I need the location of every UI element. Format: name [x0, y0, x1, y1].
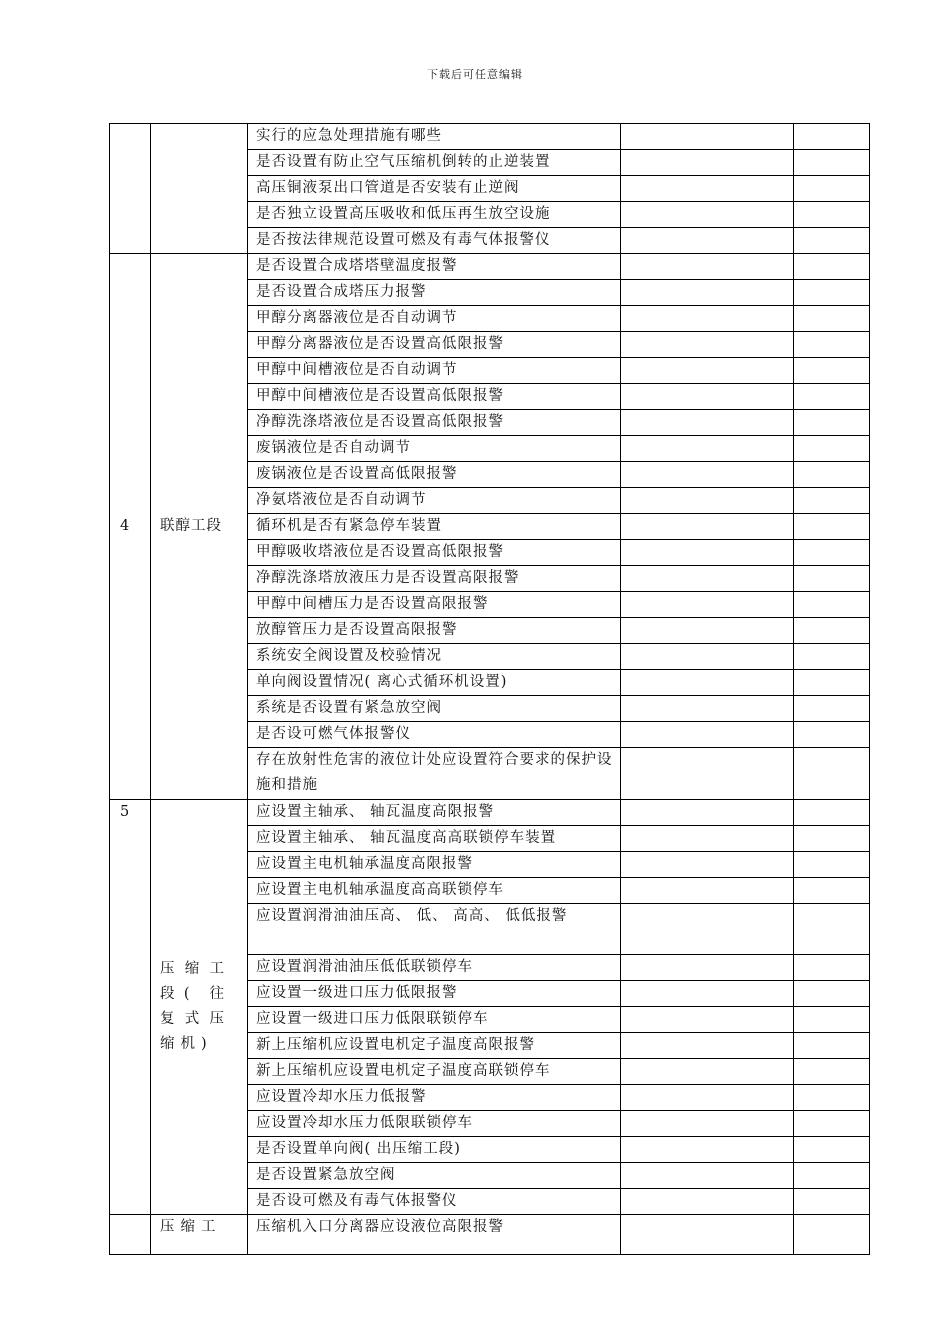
check-item-text: 新上压缩机应设置电机定子温度高联锁停车 — [256, 1063, 551, 1080]
check-item — [248, 1007, 621, 1033]
remarks-cell — [794, 1059, 870, 1085]
remarks-cell — [794, 981, 870, 1007]
check-item — [248, 332, 621, 358]
section-name-text: 压缩工 — [160, 1219, 222, 1236]
check-result-cell — [621, 1163, 794, 1189]
check-result-cell — [621, 254, 794, 280]
remarks-cell — [794, 254, 870, 280]
check-item — [248, 176, 621, 202]
section-name-text: 联醇工段 — [160, 517, 222, 534]
check-item — [248, 696, 621, 722]
check-result-cell — [621, 1033, 794, 1059]
remarks-cell — [794, 280, 870, 306]
check-item-text: 应设置主电机轴承温度高限报警 — [256, 855, 473, 872]
check-item-text: 系统是否设置有紧急放空阀 — [256, 700, 442, 716]
check-item-text: 应设置主电机轴承温度高高联锁停车 — [256, 881, 504, 898]
remarks-cell — [794, 670, 870, 696]
check-result-cell — [621, 618, 794, 644]
check-result-cell — [621, 436, 794, 462]
remarks-cell — [794, 825, 870, 851]
check-item — [248, 670, 621, 696]
check-item-text: 应设置润滑油油压低低联锁停车 — [256, 959, 473, 976]
check-item-text: 存在放射性危害的液位计处应设置符合要求的保护设施和措施 — [256, 752, 613, 793]
check-item-text: 甲醇中间槽液位是否设置高低限报警 — [256, 388, 504, 404]
check-item-text: 甲醇中间槽压力是否设置高限报警 — [256, 596, 489, 612]
check-item — [248, 228, 621, 254]
table-row — [110, 254, 870, 280]
check-item — [248, 748, 621, 800]
remarks-cell — [794, 566, 870, 592]
check-item — [248, 618, 621, 644]
check-item-text: 甲醇吸收塔液位是否设置高低限报警 — [256, 544, 504, 560]
remarks-cell — [794, 592, 870, 618]
check-item — [248, 462, 621, 488]
check-result-cell — [621, 877, 794, 903]
section-number: 4 — [110, 254, 151, 800]
check-result-cell — [621, 176, 794, 202]
check-result-cell — [621, 384, 794, 410]
remarks-cell — [794, 1033, 870, 1059]
check-item — [248, 799, 621, 825]
check-item-text: 是否设可燃气体报警仪 — [256, 726, 411, 742]
check-item — [248, 1137, 621, 1163]
check-item-text: 实行的应急处理措施有哪些 — [256, 128, 442, 144]
check-item — [248, 825, 621, 851]
check-item — [248, 1033, 621, 1059]
remarks-cell — [794, 722, 870, 748]
check-item — [248, 254, 621, 280]
check-item-text: 高压铜液泵出口管道是否安装有止逆阀 — [256, 180, 520, 196]
check-item-text: 应设置主轴承、 轴瓦温度高高联锁停车装置 — [256, 829, 557, 846]
check-result-cell — [621, 202, 794, 228]
check-result-cell — [621, 358, 794, 384]
check-item-text: 压缩机入口分离器应设液位高限报警 — [256, 1219, 504, 1236]
check-result-cell — [621, 903, 794, 955]
remarks-cell — [794, 1163, 870, 1189]
table-row — [110, 799, 870, 825]
check-item-text: 应设置冷却水压力低报警 — [256, 1089, 427, 1106]
section-name — [151, 799, 248, 1215]
check-item-text: 甲醇中间槽液位是否自动调节 — [256, 362, 458, 378]
check-item — [248, 1085, 621, 1111]
check-result-cell — [621, 670, 794, 696]
check-item — [248, 124, 621, 150]
check-item — [248, 280, 621, 306]
check-item-text: 应设置润滑油油压高、 低、 高高、 低低报警 — [256, 907, 568, 924]
section-name-text: 压缩工段( 往复式压缩机) — [160, 960, 230, 1052]
remarks-cell — [794, 955, 870, 981]
check-item — [248, 514, 621, 540]
check-item-text: 废锅液位是否自动调节 — [256, 440, 411, 456]
check-item — [248, 1189, 621, 1215]
check-item-text: 甲醇分离器液位是否设置高低限报警 — [256, 336, 504, 352]
remarks-cell — [794, 1215, 870, 1255]
remarks-cell — [794, 1189, 870, 1215]
remarks-cell — [794, 1085, 870, 1111]
remarks-cell — [794, 306, 870, 332]
remarks-cell — [794, 150, 870, 176]
check-item — [248, 202, 621, 228]
check-result-cell — [621, 851, 794, 877]
safety-checklist-table — [109, 123, 870, 1255]
check-item-text: 应设置主轴承、 轴瓦温度高限报警 — [256, 803, 495, 820]
check-item-text: 应设置一级进口压力低限报警 — [256, 985, 458, 1002]
remarks-cell — [794, 462, 870, 488]
check-item — [248, 566, 621, 592]
check-result-cell — [621, 228, 794, 254]
check-item-text: 是否按法律规范设置可燃及有毒气体报警仪 — [256, 232, 551, 248]
check-item-text: 是否设置紧急放空阀 — [256, 1167, 396, 1184]
remarks-cell — [794, 488, 870, 514]
section-name — [151, 254, 248, 800]
check-result-cell — [621, 1189, 794, 1215]
remarks-cell — [794, 124, 870, 150]
check-item-text: 废锅液位是否设置高低限报警 — [256, 466, 458, 482]
check-result-cell — [621, 462, 794, 488]
check-result-cell — [621, 332, 794, 358]
remarks-cell — [794, 851, 870, 877]
check-result-cell — [621, 748, 794, 800]
check-result-cell — [621, 981, 794, 1007]
remarks-cell — [794, 410, 870, 436]
remarks-cell — [794, 1007, 870, 1033]
check-item — [248, 306, 621, 332]
check-result-cell — [621, 1137, 794, 1163]
remarks-cell — [794, 696, 870, 722]
check-item — [248, 903, 621, 955]
check-item — [248, 410, 621, 436]
remarks-cell — [794, 358, 870, 384]
check-item — [248, 592, 621, 618]
check-result-cell — [621, 306, 794, 332]
check-item — [248, 981, 621, 1007]
check-item-text: 循环机是否有紧急停车装置 — [256, 518, 442, 534]
check-result-cell — [621, 566, 794, 592]
remarks-cell — [794, 748, 870, 800]
check-item-text: 净醇洗涤塔液位是否设置高低限报警 — [256, 414, 504, 430]
check-item-text: 净氨塔液位是否自动调节 — [256, 492, 427, 508]
remarks-cell — [794, 436, 870, 462]
check-item-text: 新上压缩机应设置电机定子温度高限报警 — [256, 1037, 535, 1054]
page-header: 下载后可任意编辑 — [427, 68, 523, 81]
check-item-text: 应设置一级进口压力低限联锁停车 — [256, 1011, 489, 1028]
check-item-text: 系统安全阀设置及校验情况 — [256, 648, 442, 664]
check-result-cell — [621, 124, 794, 150]
remarks-cell — [794, 644, 870, 670]
remarks-cell — [794, 228, 870, 254]
check-item-text: 放醇管压力是否设置高限报警 — [256, 622, 458, 638]
remarks-cell — [794, 1137, 870, 1163]
remarks-cell — [794, 176, 870, 202]
check-result-cell — [621, 1085, 794, 1111]
check-item — [248, 644, 621, 670]
remarks-cell — [794, 799, 870, 825]
check-item — [248, 488, 621, 514]
table-row — [110, 124, 870, 150]
check-result-cell — [621, 722, 794, 748]
check-result-cell — [621, 696, 794, 722]
check-result-cell — [621, 644, 794, 670]
section-number — [110, 1215, 151, 1255]
check-item — [248, 540, 621, 566]
remarks-cell — [794, 1111, 870, 1137]
remarks-cell — [794, 903, 870, 955]
check-item-text: 净醇洗涤塔放液压力是否设置高限报警 — [256, 570, 520, 586]
check-item-text: 是否独立设置高压吸收和低压再生放空设施 — [256, 206, 551, 222]
check-item-text: 是否设置合成塔压力报警 — [256, 284, 427, 300]
check-item — [248, 384, 621, 410]
check-item — [248, 358, 621, 384]
check-item-text: 应设置冷却水压力低限联锁停车 — [256, 1115, 473, 1132]
check-item-text: 是否设置有防止空气压缩机倒转的止逆装置 — [256, 154, 551, 170]
check-item-text: 单向阀设置情况( 离心式循环机设置) — [256, 674, 508, 690]
check-result-cell — [621, 1215, 794, 1255]
check-result-cell — [621, 1111, 794, 1137]
section-number: 5 — [110, 799, 151, 1215]
check-result-cell — [621, 150, 794, 176]
check-item — [248, 722, 621, 748]
check-item-text: 是否设置单向阀( 出压缩工段) — [256, 1141, 461, 1158]
remarks-cell — [794, 514, 870, 540]
remarks-cell — [794, 202, 870, 228]
remarks-cell — [794, 877, 870, 903]
check-item — [248, 877, 621, 903]
remarks-cell — [794, 618, 870, 644]
check-result-cell — [621, 488, 794, 514]
section-number — [110, 124, 151, 254]
check-result-cell — [621, 280, 794, 306]
check-result-cell — [621, 410, 794, 436]
check-item-text: 是否设可燃及有毒气体报警仪 — [256, 1193, 458, 1210]
check-item — [248, 1111, 621, 1137]
check-item — [248, 150, 621, 176]
check-item — [248, 955, 621, 981]
section-name — [151, 124, 248, 254]
check-item — [248, 436, 621, 462]
remarks-cell — [794, 540, 870, 566]
check-result-cell — [621, 514, 794, 540]
check-item — [248, 851, 621, 877]
check-result-cell — [621, 592, 794, 618]
check-item — [248, 1059, 621, 1085]
table-row — [110, 1215, 870, 1255]
section-name — [151, 1215, 248, 1255]
check-result-cell — [621, 799, 794, 825]
check-result-cell — [621, 955, 794, 981]
remarks-cell — [794, 332, 870, 358]
check-result-cell — [621, 1059, 794, 1085]
check-item-text: 甲醇分离器液位是否自动调节 — [256, 310, 458, 326]
remarks-cell — [794, 384, 870, 410]
check-item — [248, 1215, 621, 1255]
check-result-cell — [621, 1007, 794, 1033]
check-result-cell — [621, 825, 794, 851]
check-result-cell — [621, 540, 794, 566]
check-item-text: 是否设置合成塔塔壁温度报警 — [256, 258, 458, 274]
check-item — [248, 1163, 621, 1189]
